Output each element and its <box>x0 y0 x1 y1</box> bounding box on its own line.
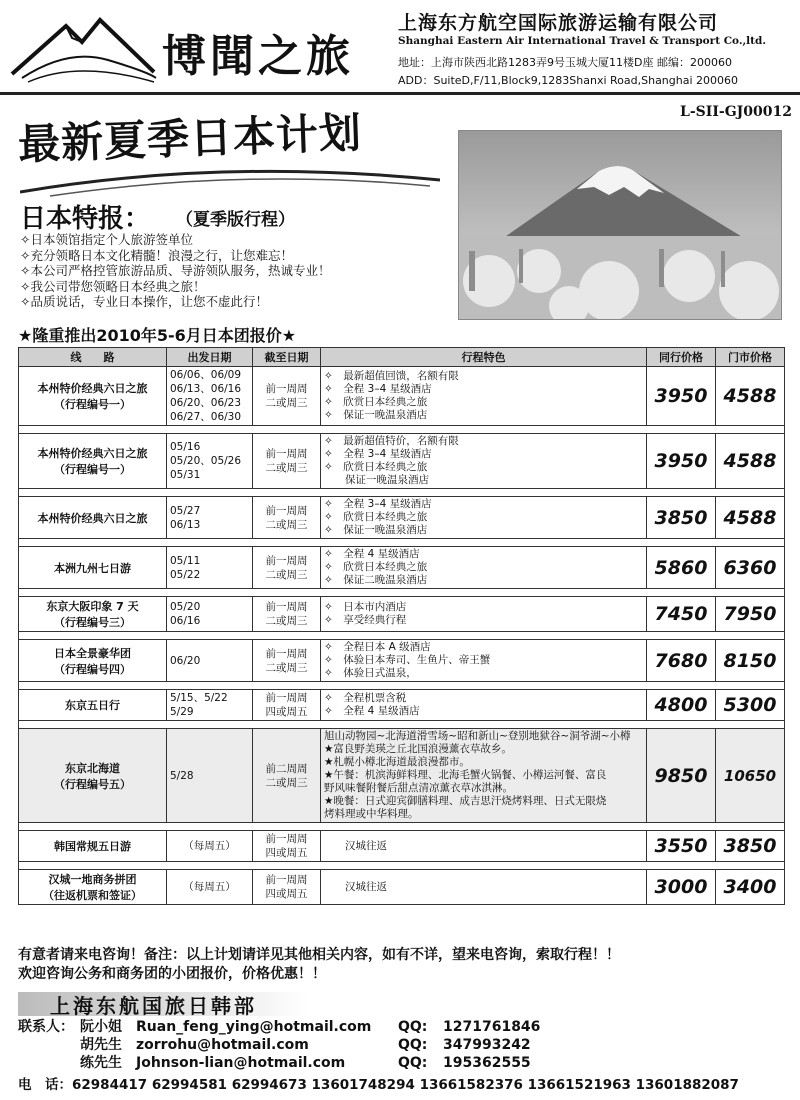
cutoff-line: 二或周三 <box>265 397 308 409</box>
route-name: 东京北海道 <box>65 761 120 775</box>
feature-line: ✧ 体验日本寿司、生鱼片、帝王蟹 <box>324 654 491 666</box>
highlight-item: ✧品质说话，专业日本操作，让您不虚此行！ <box>20 294 268 309</box>
table-row <box>19 597 785 632</box>
highlight-item: ✧日本领馆指定个人旅游签单位 <box>20 232 193 247</box>
footer-note <box>18 946 620 984</box>
route-cell <box>19 547 167 589</box>
route-name: 东京大阪印象 7 天 <box>46 600 139 613</box>
feature-line: ✧ 全程 3–4 星级酒店 <box>324 383 432 395</box>
footer-note-line: 欢迎咨询公务和商务团的小团报价，价格优惠！！ <box>18 966 326 982</box>
table-row <box>19 497 785 539</box>
departure-date: 5/28 <box>170 769 194 782</box>
retail-price: 8150 <box>716 640 785 682</box>
column-header-route: 线 路 <box>19 348 167 367</box>
contact-label: 联系人： <box>18 1019 74 1035</box>
phone-numbers: 62984417 62994581 62994673 13601748294 13661582376 13661521963 13601882087 <box>72 1077 739 1093</box>
retail-price: 4588 <box>716 497 785 539</box>
feature-line: ✧ 保证一晚温泉酒店 <box>324 524 428 536</box>
cutoff-cell <box>253 367 321 426</box>
table-row <box>19 690 785 721</box>
row-spacer <box>19 489 785 497</box>
feature-line: ✧ 保证一晚温泉酒店 <box>324 409 428 421</box>
route-cell <box>19 831 167 862</box>
features-cell <box>321 367 647 426</box>
route-cell <box>19 870 167 905</box>
peer-price: 3850 <box>647 497 716 539</box>
cutoff-cell <box>253 640 321 682</box>
row-spacer-cell <box>19 721 785 729</box>
route-cell <box>19 640 167 682</box>
contact-name: 练先生 <box>80 1055 122 1071</box>
cutoff-line: 前一周周 <box>265 692 308 704</box>
peer-price: 3550 <box>647 831 716 862</box>
cutoff-cell <box>253 870 321 905</box>
feature-line: ✧ 欣赏日本经典之旅 <box>324 561 428 573</box>
cutoff-line: 前一周周 <box>265 647 308 660</box>
route-cell <box>19 367 167 426</box>
cutoff-line: 前一周周 <box>265 554 308 567</box>
row-spacer <box>19 721 785 729</box>
row-spacer-cell <box>19 589 785 597</box>
departure-date: 05/20 <box>170 601 201 613</box>
feature-line: ✧ 最新超值特价，名额有限 <box>324 435 459 447</box>
contact-name: 阮小姐 <box>80 1019 122 1035</box>
feature-line: ★富良野美瑛之丘北国浪漫薰衣草故乡。 <box>324 743 512 755</box>
departure-date: 05/16 <box>170 441 201 453</box>
feature-line: ✧ 全程机票含税 <box>324 692 407 704</box>
cutoff-line: 前一周周 <box>265 833 308 845</box>
cutoff-cell <box>253 434 321 489</box>
route-name: （行程编号四） <box>54 662 131 676</box>
cutoff-line: 二或周三 <box>265 462 308 474</box>
departure-cell <box>167 831 253 862</box>
table-header-row <box>19 348 785 367</box>
feature-line: ✧ 欣赏日本经典之旅 <box>324 511 428 523</box>
departure-cell <box>167 367 253 426</box>
peer-price: 7680 <box>647 640 716 682</box>
departure-date: 06/20、06/23 <box>170 397 242 409</box>
table-row <box>19 547 785 589</box>
column-header-features: 行程特色 <box>321 348 647 367</box>
peer-price: 5860 <box>647 547 716 589</box>
cutoff-line: 二或周三 <box>265 776 308 789</box>
contact-qq: 195362555 <box>443 1055 531 1071</box>
retail-price: 4588 <box>716 367 785 426</box>
table-row <box>19 640 785 682</box>
retail-price: 6360 <box>716 547 785 589</box>
departure-cell <box>167 640 253 682</box>
company-name-en: Shanghai Eastern Air International Travel & Transport Co.,ltd. <box>398 35 767 47</box>
contact-email[interactable]: zorrohu@hotmail.com <box>136 1037 309 1053</box>
route-name: 本州特价经典六日之旅 <box>37 511 148 525</box>
cutoff-cell <box>253 729 321 823</box>
promo-heading: ★隆重推出2010年5-6月日本团报价★ <box>18 326 297 345</box>
retail-price: 5300 <box>716 690 785 721</box>
departure-date: 5/15、5/22 <box>170 692 228 704</box>
mountain-logo-icon <box>8 8 158 88</box>
departure-date: 06/13、06/16 <box>170 383 242 395</box>
row-spacer-cell <box>19 539 785 547</box>
departure-date: 06/16 <box>170 615 201 627</box>
route-cell <box>19 729 167 823</box>
retail-price: 7950 <box>716 597 785 632</box>
route-name: 东京五日行 <box>65 699 120 712</box>
departure-cell <box>167 729 253 823</box>
feature-line: ✧ 全程 3–4 星级酒店 <box>324 448 432 460</box>
cutoff-line: 二或周三 <box>265 615 308 627</box>
feature-line: 汉城往返 <box>324 839 387 852</box>
page-title: 最新夏季日本计划 <box>17 108 363 169</box>
departure-date: 5/29 <box>170 706 194 718</box>
feature-line: 保证一晚温泉酒店 <box>324 474 429 486</box>
cutoff-line: 四或周五 <box>265 847 308 859</box>
logo-text: 博聞之旅 <box>162 31 354 82</box>
departure-date: 06/06、06/09 <box>170 369 242 381</box>
row-spacer <box>19 682 785 690</box>
cutoff-line: 二或周三 <box>265 661 308 674</box>
departure-date: 05/11 <box>170 554 201 567</box>
cutoff-line: 二或周三 <box>265 568 308 581</box>
route-name: 汉城一地商务拼团 <box>48 873 137 886</box>
departure-date: 05/31 <box>170 469 201 481</box>
route-name: 本州特价经典六日之旅 <box>37 382 148 395</box>
row-spacer <box>19 823 785 831</box>
cutoff-line: 前一周周 <box>265 874 308 886</box>
retail-price: 10650 <box>716 729 785 823</box>
features-cell <box>321 729 647 823</box>
cutoff-line: 前一周周 <box>265 601 308 613</box>
peer-price: 3950 <box>647 367 716 426</box>
table-row <box>19 367 785 426</box>
contact-qq-label: QQ: <box>398 1055 428 1071</box>
cutoff-line: 四或周五 <box>265 888 308 900</box>
peer-price: 4800 <box>647 690 716 721</box>
price-table <box>18 347 785 905</box>
feature-line: ★午餐：机滨海鲜料理、北海毛蟹火锅餐、小樽运河餐、富良 <box>324 769 607 781</box>
cutoff-cell <box>253 497 321 539</box>
feature-line: ✧ 享受经典行程 <box>324 614 407 626</box>
highlight-list <box>20 232 330 310</box>
route-cell <box>19 497 167 539</box>
department-name: 上海东航国旅日韩部 <box>50 994 257 1018</box>
route-cell <box>19 434 167 489</box>
column-header-departure: 出发日期 <box>167 348 253 367</box>
table-row <box>19 434 785 489</box>
subtitle-season: （夏季版行程） <box>176 210 295 230</box>
cutoff-cell <box>253 831 321 862</box>
column-header-cutoff: 截至日期 <box>253 348 321 367</box>
address-cn: 地址：上海市陕西北路1283弄9号玉城大厦11楼D座 邮编：200060 <box>398 56 732 69</box>
cutoff-line: 前二周周 <box>265 762 308 775</box>
departure-date: 05/20、05/26 <box>170 455 242 467</box>
feature-line: 烤料理或中华料理。 <box>324 808 419 820</box>
departure-date: （每周五） <box>183 881 236 893</box>
row-spacer <box>19 589 785 597</box>
retail-price: 3400 <box>716 870 785 905</box>
departure-cell <box>167 434 253 489</box>
highlight-item: ✧充分领略日本文化精髓！浪漫之行，让您难忘！ <box>20 247 293 263</box>
departure-date: 06/27、06/30 <box>170 411 242 423</box>
row-spacer-cell <box>19 426 785 434</box>
peer-price: 3950 <box>647 434 716 489</box>
contact-qq-label: QQ: <box>398 1037 428 1053</box>
phone-label: 电 话： <box>18 1077 72 1093</box>
route-cell <box>19 690 167 721</box>
feature-line: ✧ 日本市内酒店 <box>324 601 407 613</box>
swoosh-decoration <box>20 162 440 202</box>
cutoff-line: 前一周周 <box>265 383 308 395</box>
contact-qq: 347993242 <box>443 1037 531 1053</box>
departure-cell <box>167 497 253 539</box>
features-cell <box>321 597 647 632</box>
route-name: 本洲九州七日游 <box>54 561 131 575</box>
feature-line: ✧ 全程 4 星级酒店 <box>324 548 420 560</box>
route-name: （行程编号三） <box>54 616 131 629</box>
subtitle: 日本特报： <box>20 204 151 234</box>
route-name: 韩国常规五日游 <box>54 840 131 853</box>
column-header-retail-price: 门市价格 <box>716 348 785 367</box>
feature-line: ★札幌小樽北海道最浪漫都市。 <box>324 756 470 768</box>
feature-line: 旭山动物园~北海道滑雪场~昭和新山~登别地狱谷~洞爷湖~小樽 <box>324 730 631 742</box>
company-name-cn: 上海东方航空国际旅游运输有限公司 <box>398 12 719 34</box>
route-name: （行程编号一） <box>54 398 131 411</box>
departure-date: 05/27 <box>170 504 201 517</box>
row-spacer-cell <box>19 682 785 690</box>
features-cell <box>321 690 647 721</box>
mount-fuji-photo <box>458 130 782 320</box>
cutoff-line: 四或周五 <box>265 706 308 718</box>
column-header-peer-price: 同行价格 <box>647 348 716 367</box>
features-cell <box>321 497 647 539</box>
feature-line: ✧ 欣赏日本经典之旅 <box>324 396 428 408</box>
phone-line <box>18 1073 739 1093</box>
cutoff-cell <box>253 597 321 632</box>
features-cell <box>321 831 647 862</box>
contact-qq-label: QQ: <box>398 1019 428 1035</box>
cutoff-line: 二或周三 <box>265 518 308 531</box>
feature-line: ✧ 全程 4 星级酒店 <box>324 705 420 717</box>
highlight-item: ✧本公司严格控管旅游品质、导游领队服务，热诚专业！ <box>20 263 331 278</box>
features-cell <box>321 640 647 682</box>
feature-line: ★晚餐：日式迎宾御膳料理、成吉思汗烧烤料理、日式无限烧 <box>324 795 607 807</box>
contact-name: 胡先生 <box>80 1037 122 1053</box>
departure-date: 05/22 <box>170 568 201 581</box>
table-row <box>19 831 785 862</box>
departure-date: 06/20 <box>170 654 201 667</box>
highlight-item: ✧我公司带您领略日本经典之旅！ <box>20 278 206 294</box>
row-spacer <box>19 539 785 547</box>
peer-price: 3000 <box>647 870 716 905</box>
row-spacer-cell <box>19 632 785 640</box>
departure-cell <box>167 597 253 632</box>
retail-price: 4588 <box>716 434 785 489</box>
route-name: 本州特价经典六日之旅 <box>37 447 148 460</box>
feature-line: ✧ 全程日本 A 级酒店 <box>324 641 431 653</box>
route-name: 日本全景豪华团 <box>54 646 131 660</box>
contact-qq: 1271761846 <box>443 1019 541 1035</box>
row-spacer <box>19 632 785 640</box>
features-cell <box>321 434 647 489</box>
cutoff-line: 前一周周 <box>265 504 308 517</box>
cutoff-line: 前一周周 <box>265 448 308 460</box>
document-code: L-SII-GJ00012 <box>680 104 792 120</box>
feature-line: ✧ 欣赏日本经典之旅 <box>324 461 428 473</box>
table-row <box>19 729 785 823</box>
feature-line: ✧ 体验日式温泉， <box>324 667 417 679</box>
row-spacer-cell <box>19 823 785 831</box>
cutoff-cell <box>253 690 321 721</box>
contact-email[interactable]: Johnson-lian@hotmail.com <box>136 1055 346 1071</box>
header-divider <box>0 92 800 95</box>
features-cell <box>321 870 647 905</box>
feature-line: 汉城往返 <box>324 880 387 893</box>
feature-line: 野风味餐附餐后甜点清凉薰衣草冰淇淋。 <box>324 782 513 794</box>
departure-date: （每周五） <box>183 840 236 852</box>
peer-price: 9850 <box>647 729 716 823</box>
route-name: （行程编号五） <box>54 777 131 791</box>
address-en: ADD：SuiteD,F/11,Block9,1283Shanxi Road,Shanghai 200060 <box>398 74 739 87</box>
footer-note-line: 有意者请来电咨询！备注：以上计划请详见其他相关内容，如有不详，望来电咨询，索取行程！！ <box>18 947 620 963</box>
row-spacer <box>19 426 785 434</box>
departure-cell <box>167 547 253 589</box>
retail-price: 3850 <box>716 831 785 862</box>
cutoff-cell <box>253 547 321 589</box>
row-spacer <box>19 862 785 870</box>
table-row <box>19 870 785 905</box>
route-name: （行程编号一） <box>54 463 131 476</box>
departure-cell <box>167 870 253 905</box>
route-name: （往返机票和签证） <box>43 889 142 902</box>
row-spacer-cell <box>19 862 785 870</box>
feature-line: ✧ 保证二晚温泉酒店 <box>324 574 428 586</box>
features-cell <box>321 547 647 589</box>
feature-line: ✧ 全程 3–4 星级酒店 <box>324 498 432 510</box>
peer-price: 7450 <box>647 597 716 632</box>
route-cell <box>19 597 167 632</box>
row-spacer-cell <box>19 489 785 497</box>
departure-date: 06/13 <box>170 518 201 531</box>
feature-line: ✧ 最新超值回馈，名额有限 <box>324 370 459 382</box>
contact-email[interactable]: Ruan_feng_ying@hotmail.com <box>136 1019 372 1035</box>
departure-cell <box>167 690 253 721</box>
